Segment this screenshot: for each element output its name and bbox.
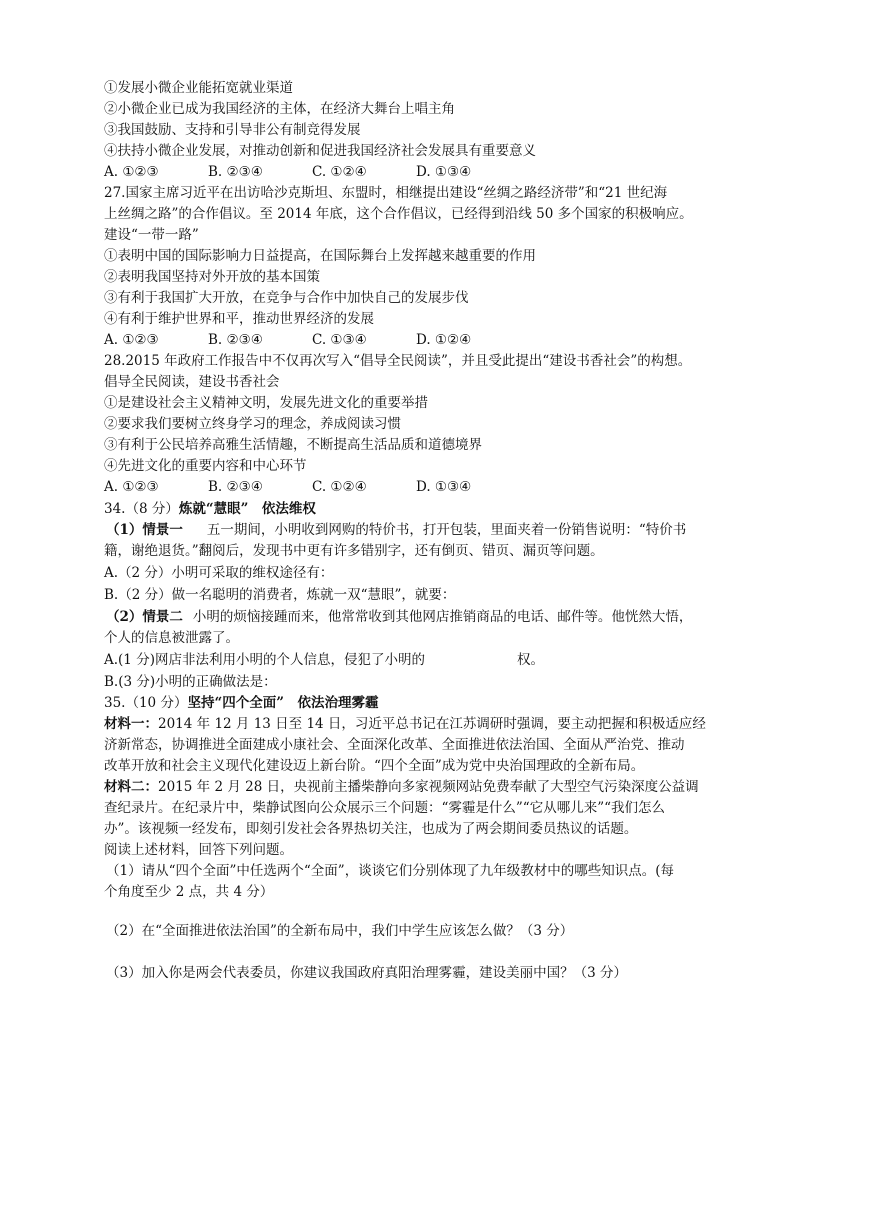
material-1-label: 材料一： bbox=[104, 716, 158, 732]
reading-prompt: 阅读上述材料，回答下列问题。 bbox=[104, 842, 293, 858]
q27-stem-line-2: 上丝绸之路”的合作倡议。至 2014 年底，这个合作倡议，已经得到沿线 50 多个国家的积极响应。 bbox=[104, 206, 693, 222]
q26-option-d: D. ①③④ bbox=[416, 164, 472, 180]
q35-number: 35.（10 分） bbox=[104, 695, 188, 711]
material-2-line-2: 查纪录片。在纪录片中，柴静试图向公众展示三个问题：“雾霾是什么”“它从哪儿来”“我们怎么 bbox=[104, 800, 666, 816]
q34-s2-a-suffix: 权。 bbox=[516, 652, 544, 668]
q35-heading bbox=[104, 693, 378, 713]
q26-item-1: ①发展小微企业能拓宽就业渠道 bbox=[104, 80, 293, 96]
q34-number: 34.（8 分） bbox=[104, 501, 179, 517]
material-1-text: 2014 年 12 月 13 日至 14 日，习近平总书记在江苏调研时强调，要主动把握和积极适应经 bbox=[158, 716, 706, 732]
q27-item-3: ③有利于我国扩大开放，在竞争与合作中加快自己的发展步伐 bbox=[104, 290, 469, 306]
q28-stem-line-2: 倡导全民阅读，建设书香社会 bbox=[104, 374, 280, 390]
q34-scenario-2-line-1 bbox=[106, 607, 692, 627]
q34-scenario-2-question-b: B.(3 分)小明的正确做法是： bbox=[104, 674, 277, 690]
q35-sub-1-line-2: 个角度至少 2 点，共 4 分） bbox=[104, 884, 274, 900]
q26-option-c: C. ①②④ bbox=[312, 164, 367, 180]
q34-scenario-2-label: （2）情景二 bbox=[106, 609, 183, 625]
q28-option-c: C. ①②④ bbox=[312, 479, 367, 495]
q34-s2-a-text: A.(1 分)网店非法利用小明的个人信息，侵犯了小明的 bbox=[104, 652, 425, 668]
q34-question-b: B.（2 分）做一名聪明的消费者，炼就一双“慧眼”，就要： bbox=[104, 587, 456, 603]
q34-scenario-1-line-2: 籍，谢绝退货。”翻阅后，发现书中更有许多错别字，还有倒页、错页、漏页等问题。 bbox=[104, 543, 604, 559]
material-2-line-3: 办”。该视频一经发布，即刻引发社会各界热切关注，也成为了两会期间委员热议的话题。 bbox=[104, 821, 638, 837]
q27-item-4: ④有利于维护世界和平，推动世界经济的发展 bbox=[104, 311, 374, 327]
material-2-line-1 bbox=[104, 777, 699, 797]
q27-options bbox=[104, 330, 471, 350]
q35-title: 坚持“四个全面” 依法治理雾霾 bbox=[187, 695, 379, 711]
q27-option-b: B. ②③④ bbox=[208, 332, 263, 348]
q34-heading bbox=[104, 499, 316, 519]
material-1-line-1 bbox=[104, 714, 706, 734]
material-1-line-2: 济新常态，协调推进全面建成小康社会、全面深化改革、全面推进依法治国、全面从严治党、推动 bbox=[104, 737, 685, 753]
q34-scenario-1-text: 五一期间，小明收到网购的特价书，打开包装，里面夹着一份销售说明：“特价书 bbox=[206, 522, 687, 538]
q28-item-1: ①是建设社会主义精神文明，发展先进文化的重要举措 bbox=[104, 395, 428, 411]
q27-option-a: A. ①②③ bbox=[104, 332, 159, 348]
q27-option-d: D. ①②④ bbox=[416, 332, 472, 348]
q28-option-a: A. ①②③ bbox=[104, 479, 159, 495]
q27-item-1: ①表明中国的国际影响力日益提高，在国际舞台上发挥越来越重要的作用 bbox=[104, 248, 536, 264]
q26-item-4: ④扶持小微企业发展，对推动创新和促进我国经济社会发展具有重要意义 bbox=[104, 143, 536, 159]
q34-scenario-2-line-2: 个人的信息被泄露了。 bbox=[104, 630, 239, 646]
q28-item-2: ②要求我们要树立终身学习的理念，养成阅读习惯 bbox=[104, 416, 401, 432]
q27-option-c: C. ①③④ bbox=[312, 332, 367, 348]
q28-stem-line-1: 28.2015 年政府工作报告中不仅再次写入“倡导全民阅读”，并且受此提出“建设书香社会”的构想。 bbox=[104, 353, 692, 369]
q34-title: 炼就“慧眼” 依法维权 bbox=[178, 501, 316, 517]
q26-options bbox=[104, 162, 471, 182]
q26-option-a: A. ①②③ bbox=[104, 164, 159, 180]
q28-item-4: ④先进文化的重要内容和中心环节 bbox=[104, 458, 307, 474]
material-2-label: 材料二： bbox=[104, 779, 158, 795]
q27-stem-line-1: 27.国家主席习近平在出访哈沙克斯坦、东盟时，相继提出建设“丝绸之路经济带”和“21 世纪海 bbox=[104, 185, 668, 201]
material-2-text: 2015 年 2 月 28 日，央视前主播柴静向多家视频网站免费奉献了大型空气污染深度公益调 bbox=[158, 779, 699, 795]
material-1-line-3: 改革开放和社会主义现代化建设迈上新台阶。“四个全面”成为党中央治国理政的全新布局。 bbox=[104, 758, 645, 774]
q35-sub-3: （3）加入你是两会代表委员，你建议我国政府真阳治理雾霾，建设美丽中国？（3 分） bbox=[106, 965, 627, 981]
q27-item-2: ②表明我国坚持对外开放的基本国策 bbox=[104, 269, 320, 285]
q35-sub-1-line-1: （1）请从“四个全面”中任选两个“全面”，谈谈它们分别体现了九年级教材中的哪些知识点。(每 bbox=[106, 863, 674, 879]
q28-options bbox=[104, 477, 471, 497]
q35-sub-2: （2）在“全面推进依法治国”的全新布局中，我们中学生应该怎么做？（3 分） bbox=[106, 923, 574, 939]
q26-item-3: ③我国鼓励、支持和引导非公有制竞得发展 bbox=[104, 122, 361, 138]
q34-question-a: A.（2 分）小明可采取的维权途径有： bbox=[104, 565, 334, 581]
q26-option-b: B. ②③④ bbox=[208, 164, 263, 180]
q34-scenario-1-line-1 bbox=[106, 520, 686, 540]
q34-scenario-2-question-a bbox=[104, 650, 544, 670]
q27-stem-line-3: 建设“一带一路” bbox=[104, 227, 199, 243]
q34-scenario-1-label: （1）情景一 bbox=[106, 522, 183, 538]
q26-item-2: ②小微企业已成为我国经济的主体，在经济大舞台上唱主角 bbox=[104, 101, 455, 117]
q28-option-b: B. ②③④ bbox=[208, 479, 263, 495]
q28-item-3: ③有利于公民培养高雅生活情趣，不断提高生活品质和道德境界 bbox=[104, 437, 482, 453]
q34-scenario-2-text: 小明的烦恼接踵而来，他常常收到其他网店推销商品的电话、邮件等。他恍然大悟， bbox=[192, 609, 693, 625]
q28-option-d: D. ①③④ bbox=[416, 479, 472, 495]
